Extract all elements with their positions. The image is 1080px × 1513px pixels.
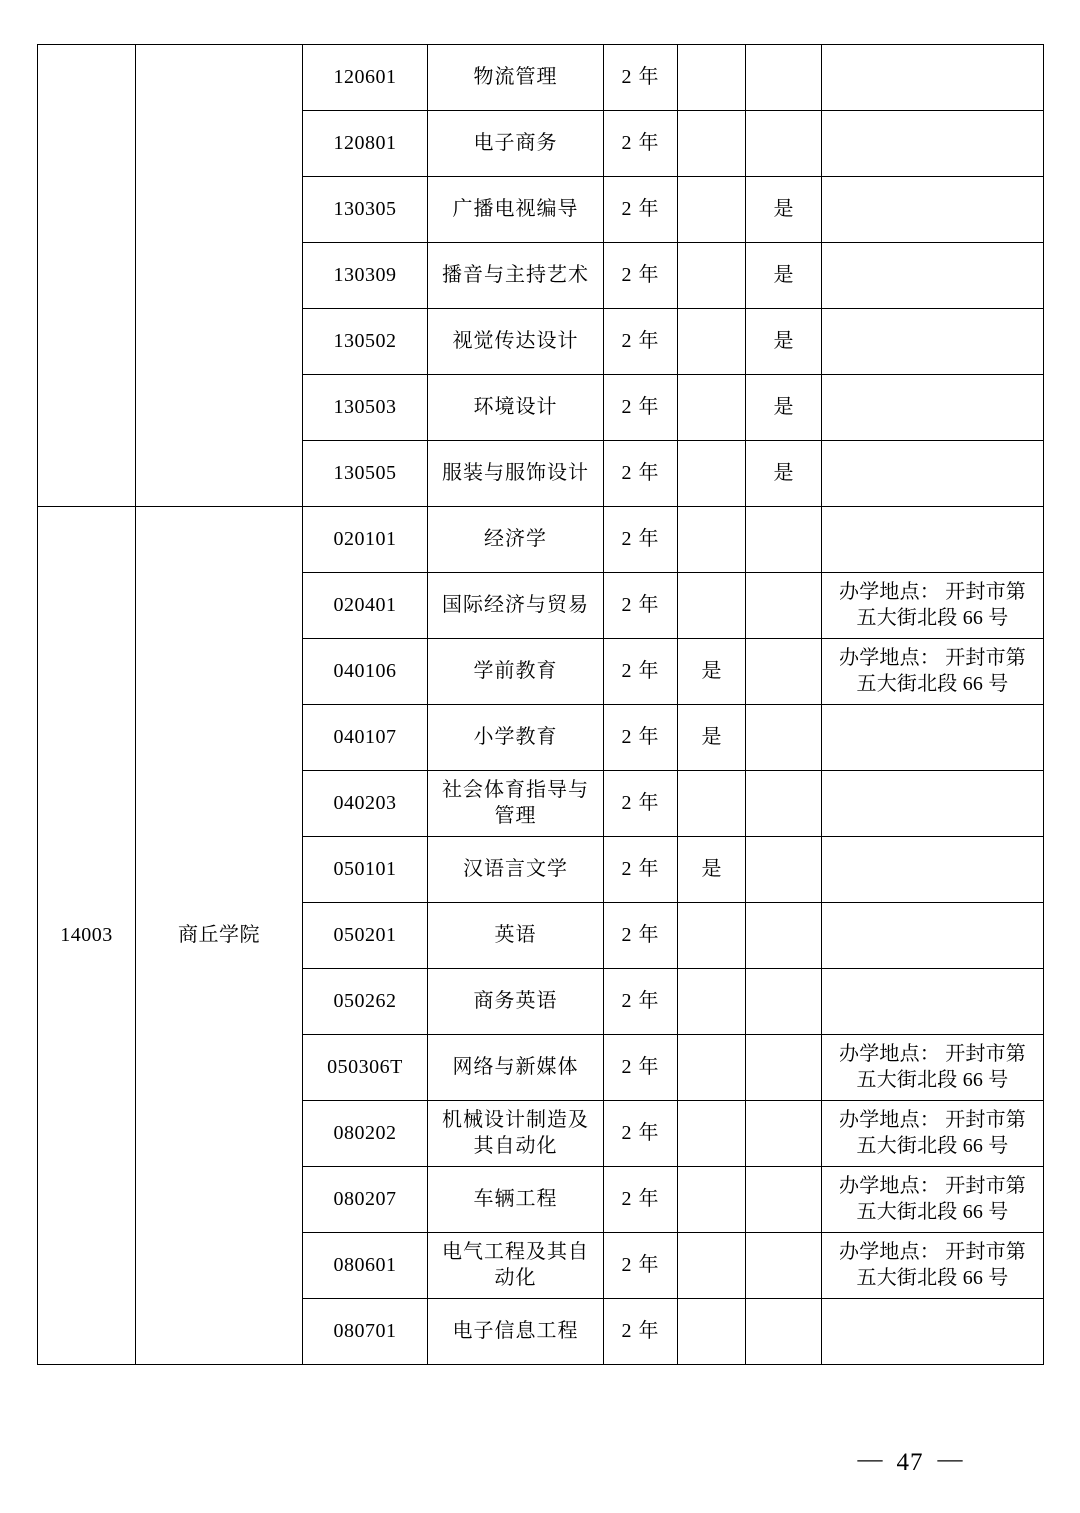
note-cell	[822, 573, 1044, 639]
flag2-cell	[746, 1167, 822, 1233]
years-cell: 2 年	[604, 969, 678, 1035]
flag2-cell: 是	[746, 309, 822, 375]
flag1-cell	[678, 507, 746, 573]
major-code-cell: 050101	[303, 837, 428, 903]
note-cell	[822, 177, 1044, 243]
major-name-cell: 环境设计	[428, 375, 604, 441]
major-name-cell: 商务英语	[428, 969, 604, 1035]
flag2-cell	[746, 1233, 822, 1299]
major-code-cell: 130502	[303, 309, 428, 375]
note-line-1: 办学地点： 开封市第	[839, 1240, 1026, 1263]
major-name-cell	[428, 1101, 604, 1167]
note-cell	[822, 1299, 1044, 1365]
major-name-cell: 经济学	[428, 507, 604, 573]
flag1-cell	[678, 441, 746, 507]
footer-group	[857, 1446, 963, 1476]
years-cell: 2 年	[604, 771, 678, 837]
footer-dash-left: —	[857, 1446, 883, 1473]
note-cell	[822, 507, 1044, 573]
major-code-cell: 050262	[303, 969, 428, 1035]
flag2-cell: 是	[746, 243, 822, 309]
note-line-2: 五大街北段 66 号	[856, 606, 1009, 629]
flag1-cell	[678, 573, 746, 639]
major-code-cell: 020401	[303, 573, 428, 639]
major-name-cell: 广播电视编导	[428, 177, 604, 243]
note-line-1: 办学地点： 开封市第	[839, 1108, 1026, 1131]
major-name-line-1: 机械设计制造及	[442, 1108, 589, 1131]
flag1-cell	[678, 1299, 746, 1365]
note-line-2: 五大街北段 66 号	[856, 1134, 1009, 1157]
school-name-cell	[136, 45, 303, 507]
flag2-cell	[746, 111, 822, 177]
major-name-cell: 国际经济与贸易	[428, 573, 604, 639]
major-code-cell: 130503	[303, 375, 428, 441]
major-code-cell: 120601	[303, 45, 428, 111]
flag2-cell: 是	[746, 375, 822, 441]
flag2-cell	[746, 45, 822, 111]
flag2-cell	[746, 573, 822, 639]
school-name-cell: 商丘学院	[136, 507, 303, 1365]
flag1-cell	[678, 111, 746, 177]
footer-dash-right: —	[937, 1446, 963, 1473]
note-cell	[822, 837, 1044, 903]
page-footer	[0, 1446, 1080, 1477]
flag1-cell	[678, 771, 746, 837]
table-row	[38, 45, 1044, 111]
flag1-cell	[678, 903, 746, 969]
note-cell	[822, 639, 1044, 705]
major-code-cell: 050306T	[303, 1035, 428, 1101]
major-name-cell: 电子商务	[428, 111, 604, 177]
note-cell	[822, 243, 1044, 309]
note-cell	[822, 111, 1044, 177]
flag1-cell: 是	[678, 705, 746, 771]
years-cell: 2 年	[604, 573, 678, 639]
major-name-cell: 电子信息工程	[428, 1299, 604, 1365]
major-name-cell: 汉语言文学	[428, 837, 604, 903]
years-cell: 2 年	[604, 1101, 678, 1167]
flag2-cell	[746, 507, 822, 573]
note-line-1: 办学地点： 开封市第	[839, 580, 1026, 603]
note-cell	[822, 903, 1044, 969]
flag2-cell: 是	[746, 177, 822, 243]
note-cell	[822, 771, 1044, 837]
major-code-cell: 080207	[303, 1167, 428, 1233]
majors-table-container	[37, 44, 1043, 1365]
years-cell: 2 年	[604, 243, 678, 309]
flag1-cell	[678, 309, 746, 375]
flag1-cell	[678, 1233, 746, 1299]
note-line-1: 办学地点： 开封市第	[839, 1174, 1026, 1197]
note-line-2: 五大街北段 66 号	[856, 1200, 1009, 1223]
note-cell	[822, 441, 1044, 507]
table-row	[38, 507, 1044, 573]
years-cell: 2 年	[604, 375, 678, 441]
major-name-cell	[428, 771, 604, 837]
major-code-cell: 080701	[303, 1299, 428, 1365]
years-cell: 2 年	[604, 177, 678, 243]
major-name-line-2: 其自动化	[473, 1134, 558, 1157]
flag1-cell	[678, 177, 746, 243]
years-cell: 2 年	[604, 1035, 678, 1101]
flag2-cell	[746, 969, 822, 1035]
major-name-cell: 车辆工程	[428, 1167, 604, 1233]
majors-table	[37, 44, 1044, 1365]
major-code-cell: 080601	[303, 1233, 428, 1299]
flag1-cell	[678, 375, 746, 441]
flag2-cell: 是	[746, 441, 822, 507]
years-cell: 2 年	[604, 1167, 678, 1233]
major-name-cell: 英语	[428, 903, 604, 969]
note-cell	[822, 309, 1044, 375]
flag1-cell	[678, 45, 746, 111]
years-cell: 2 年	[604, 837, 678, 903]
note-cell	[822, 705, 1044, 771]
major-name-cell	[428, 1233, 604, 1299]
major-code-cell: 130305	[303, 177, 428, 243]
flag2-cell	[746, 705, 822, 771]
major-name-cell: 学前教育	[428, 639, 604, 705]
note-line-2: 五大街北段 66 号	[856, 672, 1009, 695]
note-line-2: 五大街北段 66 号	[856, 1266, 1009, 1289]
note-line-2: 五大街北段 66 号	[856, 1068, 1009, 1091]
major-code-cell: 120801	[303, 111, 428, 177]
flag1-cell: 是	[678, 639, 746, 705]
note-cell	[822, 1035, 1044, 1101]
major-code-cell: 020101	[303, 507, 428, 573]
note-cell	[822, 375, 1044, 441]
flag2-cell	[746, 837, 822, 903]
major-code-cell: 130309	[303, 243, 428, 309]
years-cell: 2 年	[604, 45, 678, 111]
major-name-cell: 服装与服饰设计	[428, 441, 604, 507]
major-name-cell: 视觉传达设计	[428, 309, 604, 375]
note-cell	[822, 1167, 1044, 1233]
flag2-cell	[746, 771, 822, 837]
major-name-cell: 网络与新媒体	[428, 1035, 604, 1101]
flag2-cell	[746, 1035, 822, 1101]
note-cell	[822, 1101, 1044, 1167]
major-name-line-1: 电气工程及其自	[442, 1240, 589, 1263]
major-code-cell: 050201	[303, 903, 428, 969]
years-cell: 2 年	[604, 903, 678, 969]
flag1-cell	[678, 969, 746, 1035]
major-name-line-1: 社会体育指导与	[442, 778, 589, 801]
major-code-cell: 040106	[303, 639, 428, 705]
flag1-cell	[678, 1035, 746, 1101]
years-cell: 2 年	[604, 1299, 678, 1365]
major-name-cell: 小学教育	[428, 705, 604, 771]
years-cell: 2 年	[604, 309, 678, 375]
flag1-cell: 是	[678, 837, 746, 903]
flag2-cell	[746, 903, 822, 969]
major-code-cell: 130505	[303, 441, 428, 507]
flag2-cell	[746, 639, 822, 705]
major-name-cell: 物流管理	[428, 45, 604, 111]
years-cell: 2 年	[604, 441, 678, 507]
major-name-line-2: 动化	[494, 1266, 537, 1289]
years-cell: 2 年	[604, 1233, 678, 1299]
flag2-cell	[746, 1299, 822, 1365]
major-name-cell: 播音与主持艺术	[428, 243, 604, 309]
school-code-cell: 14003	[38, 507, 136, 1365]
note-line-1: 办学地点： 开封市第	[839, 1042, 1026, 1065]
school-code-cell	[38, 45, 136, 507]
years-cell: 2 年	[604, 639, 678, 705]
flag1-cell	[678, 1167, 746, 1233]
major-code-cell: 040203	[303, 771, 428, 837]
years-cell: 2 年	[604, 111, 678, 177]
note-cell	[822, 45, 1044, 111]
flag1-cell	[678, 243, 746, 309]
flag2-cell	[746, 1101, 822, 1167]
major-name-line-2: 管理	[494, 804, 537, 827]
major-code-cell: 080202	[303, 1101, 428, 1167]
years-cell: 2 年	[604, 705, 678, 771]
major-code-cell: 040107	[303, 705, 428, 771]
note-line-1: 办学地点： 开封市第	[839, 646, 1026, 669]
note-cell	[822, 1233, 1044, 1299]
note-cell	[822, 969, 1044, 1035]
years-cell: 2 年	[604, 507, 678, 573]
flag1-cell	[678, 1101, 746, 1167]
page-number: 47	[896, 1449, 924, 1476]
